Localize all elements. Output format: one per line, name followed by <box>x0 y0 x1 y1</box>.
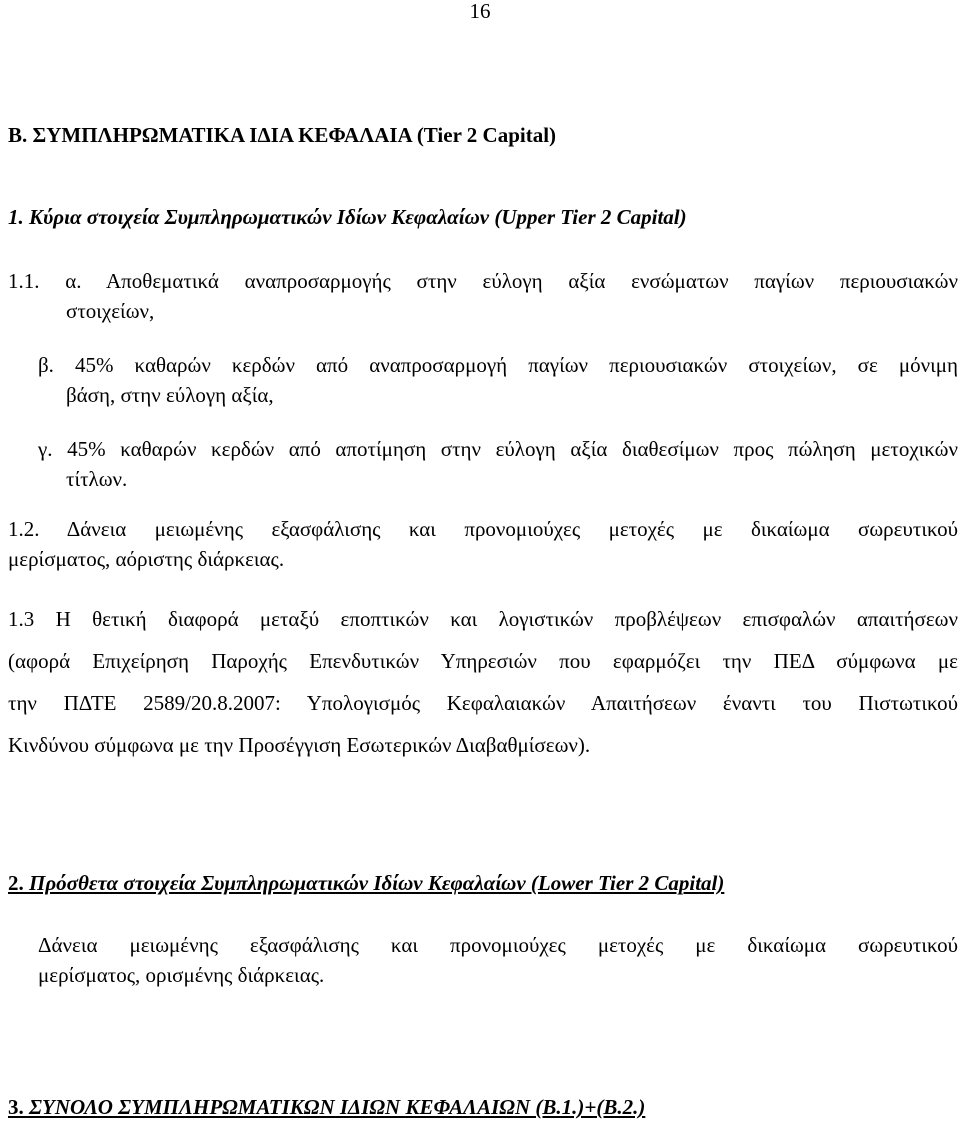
page-number: 16 <box>469 0 491 23</box>
lower-tier-heading-text: Πρόσθετα στοιχεία Συμπληρωματικών Ιδίων Κεφαλαίων (Lower Tier 2 Capital) <box>29 871 725 895</box>
item-1-1-alpha <box>8 266 958 326</box>
item-gamma-line-2: τίτλων. <box>66 467 128 491</box>
item-gamma <box>38 434 958 494</box>
upper-tier-heading: 1. Κύρια στοιχεία Συμπληρωματικών Ιδίων Κεφαλαίων (Upper Tier 2 Capital) <box>8 205 687 229</box>
item-1-1-line-1: 1.1. α. Αποθεματικά αναπροσαρμογής στην εύλογη αξία ενσώματων παγίων περιουσιακών <box>8 269 958 293</box>
item-1-2-line-1: 1.2. Δάνεια μειωμένης εξασφάλισης και προνομιούχες μετοχές με δικαίωμα σωρευτικού <box>8 517 958 541</box>
lower-tier-heading <box>8 868 724 898</box>
total-heading-text: ΣΥΝΟΛΟ ΣΥΜΠΛΗΡΩΜΑΤΙΚΩΝ ΙΔΙΩΝ ΚΕΦΑΛΑΙΩΝ (Β.1.)+(Β.2.) <box>29 1095 646 1119</box>
item-1-3-line-2: (αφορά Επιχείρηση Παροχής Επενδυτικών Υπηρεσιών που εφαρμόζει την ΠΕΔ σύμφωνα με <box>8 649 958 673</box>
item-1-3-line-3: την ΠΔΤΕ 2589/20.8.2007: Υπολογισμός Κεφαλαιακών Απαιτήσεων έναντι του Πιστωτικού <box>8 691 958 715</box>
item-1-3-line-1: 1.3 Η θετική διαφορά μεταξύ εποπτικών και λογιστικών προβλέψεων επισφαλών απαιτήσεων <box>8 607 958 631</box>
total-heading-number: 3. <box>8 1095 29 1119</box>
item-1-3-line-4: Κινδύνου σύμφωνα με την Προσέγγιση Εσωτερικών Διαβαθμίσεων). <box>8 733 591 757</box>
item-beta-line-1: β. 45% καθαρών κερδών από αναπροσαρμογή παγίων περιουσιακών στοιχείων, σε μόνιμη <box>38 353 958 377</box>
lower-tier-heading-number: 2. <box>8 871 29 895</box>
item-1-3 <box>8 598 958 766</box>
item-beta-line-2: βάση, στην εύλογη αξία, <box>66 383 274 407</box>
item-beta <box>38 350 958 410</box>
item-1-1-line-2: στοιχείων, <box>66 299 155 323</box>
item-1-2 <box>8 514 958 574</box>
total-heading <box>8 1092 645 1122</box>
section-title: B. ΣΥΜΠΛΗΡΩΜΑΤΙΚΑ ΙΔΙΑ ΚΕΦΑΛΑΙΑ (Tier 2 Capital) <box>8 123 557 147</box>
lower-tier-body <box>38 930 958 990</box>
lower-tier-body-line-2: μερίσματος, ορισμένης διάρκειας. <box>38 963 325 987</box>
lower-tier-body-line-1: Δάνεια μειωμένης εξασφάλισης και προνομιούχες μετοχές με δικαίωμα σωρευτικού <box>38 933 958 957</box>
item-gamma-line-1: γ. 45% καθαρών κερδών από αποτίμηση στην εύλογη αξία διαθεσίμων προς πώληση μετοχικών <box>38 437 958 461</box>
item-1-2-line-2: μερίσματος, αόριστης διάρκειας. <box>8 547 285 571</box>
